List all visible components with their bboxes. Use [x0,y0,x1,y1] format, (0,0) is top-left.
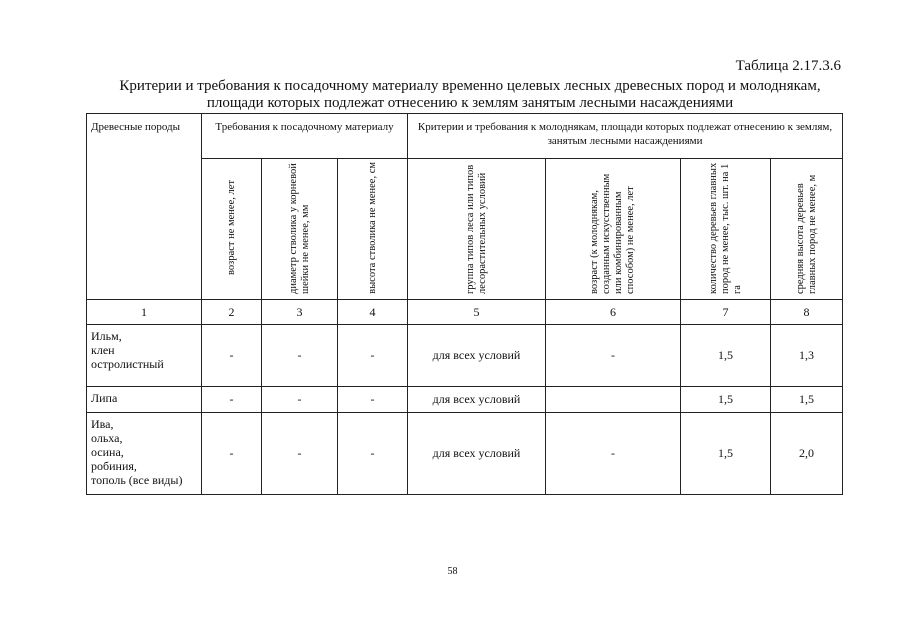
table-cell: 1,5 [771,387,843,413]
table-cell: 1,5 [681,325,771,387]
table-cell: 1,3 [771,325,843,387]
table-cell: - [546,413,681,495]
column-number-row [87,300,843,325]
header-age: возраст не менее, лет [202,159,262,300]
table-cell: - [262,413,338,495]
table-cell: - [338,387,408,413]
column-number: 1 [87,300,202,325]
table-cell: - [262,325,338,387]
header-diameter: диаметр стволика у корневой шейки не менее, мм [262,159,338,300]
table-row [87,325,843,387]
table-cell: - [546,325,681,387]
table-title [90,78,850,112]
table-cell: - [202,413,262,495]
header-height: высота стволика не менее, см [338,159,408,300]
title-line-2: площади которых подлежат отнесению к землям занятым лесными насаждениями [206,95,734,111]
page-number: 58 [447,566,458,577]
table-number: Таблица 2.17.3.6 [735,58,841,74]
species-cell: Ива, ольха, осина, робиния, тополь (все виды) [87,413,202,495]
table-cell: 1,5 [681,387,771,413]
column-number: 3 [262,300,338,325]
column-number: 8 [771,300,843,325]
column-number: 4 [338,300,408,325]
table-cell: для всех условий [408,325,546,387]
table-cell: для всех условий [408,413,546,495]
table-row [87,413,843,495]
header-forest-type-group: группа типов леса или типов лесорастительных условий [408,159,546,300]
species-cell: Ильм, клен остролистный [87,325,202,387]
table-cell: - [202,325,262,387]
column-number: 5 [408,300,546,325]
header-young-stand-age: возраст (к молоднякам, созданным искусственным или комбинированным способом) не менее, лет [546,159,681,300]
table-cell: - [262,387,338,413]
header-mean-height: средняя высота деревьев главных пород не менее, м [771,159,843,300]
column-number: 2 [202,300,262,325]
table-cell [546,387,681,413]
table-cell: - [338,325,408,387]
header-tree-count: количество деревьев главных пород не менее, тыс. шт. на 1 га [681,159,771,300]
column-number: 7 [681,300,771,325]
species-cell: Липа [87,387,202,413]
table-cell: для всех условий [408,387,546,413]
header-species: Древесные породы [87,114,202,300]
table-cell: 2,0 [771,413,843,495]
column-number: 6 [546,300,681,325]
table-row [87,387,843,413]
criteria-table [86,113,843,495]
title-line-1: Критерии и требования к посадочному материалу временно целевых лесных древесных пород и молоднякам, [119,78,821,94]
table-cell: - [202,387,262,413]
header-young-stands: Критерии и требования к молоднякам, площади которых подлежат отнесению к землям, занятым лесными насаждениями [408,114,843,159]
table-cell: 1,5 [681,413,771,495]
table-cell: - [338,413,408,495]
header-planting-material: Требования к посадочному материалу [202,114,408,159]
